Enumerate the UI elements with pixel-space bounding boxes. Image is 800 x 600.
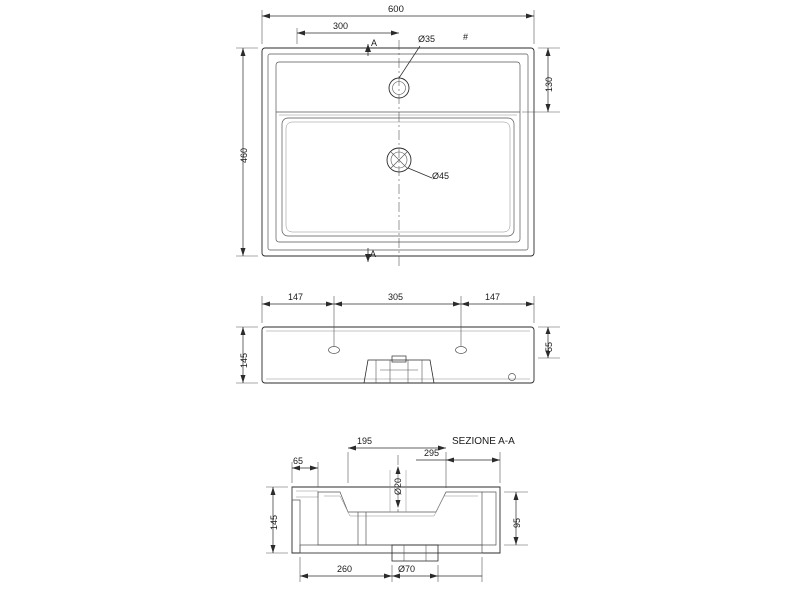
dim-section-base-width: 260: [337, 564, 353, 574]
section-mark-bottom: A: [370, 249, 377, 259]
dim-top-overall-depth: 460: [239, 147, 249, 163]
hash-mark-label: #: [463, 32, 469, 42]
dim-tap-hole-diameter: Ø35: [418, 34, 436, 44]
dim-front-upper-height: 55: [544, 341, 554, 352]
dim-top-back-band: 130: [544, 76, 554, 92]
dim-section-inner-a: 195: [357, 436, 373, 446]
dim-drain-riser-diameter: Ø20: [393, 477, 403, 495]
front-view-outline: [262, 327, 534, 383]
dim-front-height: 145: [239, 352, 249, 368]
dim-section-overall-height: 145: [269, 514, 279, 530]
dim-top-left-offset: 300: [333, 21, 349, 31]
section-title: SEZIONE A-A: [452, 436, 515, 447]
dim-top-overall-width: 600: [388, 4, 404, 15]
dim-section-inner-b: 295: [424, 448, 440, 458]
dim-section-bowl-depth: 95: [512, 517, 522, 528]
dim-section-front-lip: 65: [293, 456, 304, 466]
dim-front-left: 147: [288, 292, 304, 302]
section-mark-top: A: [371, 38, 378, 48]
dim-front-center: 305: [388, 292, 404, 302]
dim-front-right: 147: [485, 292, 501, 302]
dim-drain-hole-diameter: Ø45: [432, 171, 450, 181]
dim-waste-pipe-diameter: Ø70: [398, 564, 416, 574]
section-outline: [292, 487, 500, 553]
